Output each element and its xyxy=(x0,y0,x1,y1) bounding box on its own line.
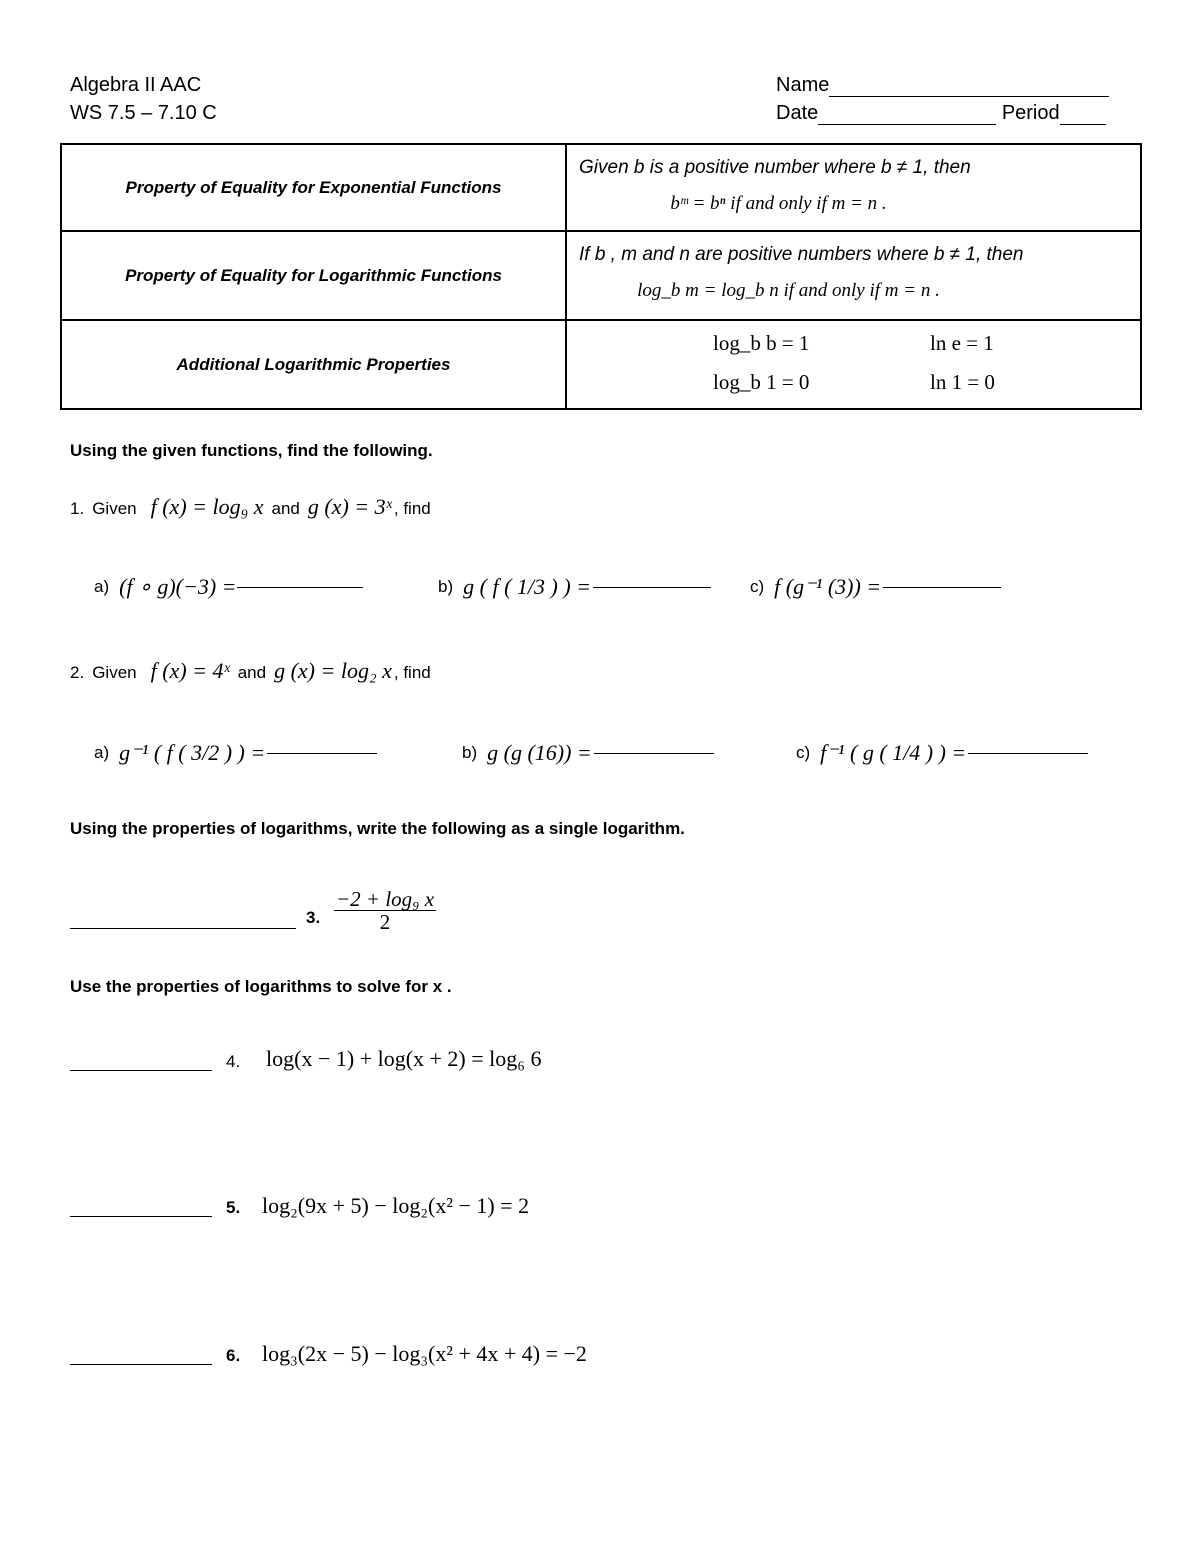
expression: f⁻¹ ( g ( 1/4 ) ) = xyxy=(820,740,967,765)
period-field[interactable] xyxy=(1060,104,1106,125)
given-label: Given xyxy=(92,663,137,682)
problem-number: 4. xyxy=(226,1052,241,1071)
denominator: 2 xyxy=(379,910,391,935)
answer-blank[interactable] xyxy=(594,753,714,754)
property-statement xyxy=(566,144,1141,231)
problem-2c xyxy=(796,740,1088,766)
section-heading: Use the properties of logarithms to solve for x . xyxy=(70,977,452,996)
expression: g ( f ( 1/3 ) ) = xyxy=(463,574,591,599)
course-title: Algebra II AAC xyxy=(70,74,202,96)
name-field[interactable] xyxy=(829,76,1109,97)
problem-1 xyxy=(70,494,431,520)
name-row xyxy=(776,74,1109,97)
expression: f (g⁻¹ (3)) = xyxy=(774,574,882,599)
function-f: f (x) = 4ˣ xyxy=(150,658,230,683)
problem-number: 3. xyxy=(306,908,321,927)
table-row xyxy=(61,231,1141,320)
given-label: Given xyxy=(92,499,137,518)
section-heading: Using the given functions, find the following. xyxy=(70,441,433,460)
answer-blank[interactable] xyxy=(237,587,363,588)
problem-1c xyxy=(750,574,1001,600)
equation: log(x − 1) + log(x + 2) = log₆ 6 xyxy=(266,1046,542,1071)
answer-blank[interactable] xyxy=(968,753,1088,754)
problem-number: 2. xyxy=(70,663,85,682)
section-heading: Using the properties of logarithms, write the following as a single logarithm. xyxy=(70,819,685,838)
property-statement xyxy=(566,231,1141,320)
function-g: g (x) = 3ˣ xyxy=(307,494,392,519)
answer-blank[interactable] xyxy=(883,587,1001,588)
ln-property: ln 1 = 0 xyxy=(930,369,995,394)
properties-table xyxy=(60,143,1142,410)
expression: (f ∘ g)(−3) = xyxy=(119,574,237,599)
and-label: and xyxy=(237,663,267,682)
problem-2 xyxy=(70,658,431,684)
statement-line: Given b is a positive number where b ≠ 1, then xyxy=(579,156,971,178)
problem-number: 6. xyxy=(226,1346,241,1365)
property-name: Additional Logarithmic Properties xyxy=(61,320,566,409)
find-label: , find xyxy=(393,663,431,682)
find-label: , find xyxy=(393,499,431,518)
log-property: log_b b = 1 xyxy=(713,330,810,355)
equation: log₂(9x + 5) − log₂(x² − 1) = 2 xyxy=(262,1193,530,1218)
date-field[interactable] xyxy=(818,104,996,125)
answer-blank[interactable] xyxy=(70,1052,212,1071)
part-label: a) xyxy=(94,577,110,596)
period-label: Period xyxy=(1001,102,1060,124)
part-label: c) xyxy=(750,577,765,596)
worksheet-title: WS 7.5 – 7.10 C xyxy=(70,102,217,124)
expression: g⁻¹ ( f ( 3/2 ) ) = xyxy=(119,740,266,765)
problem-number: 5. xyxy=(226,1198,241,1217)
property-name: Property of Equality for Logarithmic Functions xyxy=(61,231,566,320)
fraction xyxy=(334,888,436,933)
log-property: log_b 1 = 0 xyxy=(713,369,810,394)
answer-blank[interactable] xyxy=(70,1198,212,1217)
part-label: b) xyxy=(438,577,454,596)
name-label: Name xyxy=(776,74,830,96)
problem-2b xyxy=(462,740,714,766)
answer-blank[interactable] xyxy=(70,1346,212,1365)
part-label: a) xyxy=(94,743,110,762)
property-name: Property of Equality for Exponential Functions xyxy=(61,144,566,231)
problem-3-fraction xyxy=(334,888,436,933)
ln-property: ln e = 1 xyxy=(930,330,994,355)
table-row xyxy=(61,144,1141,231)
table-row xyxy=(61,320,1141,409)
date-row xyxy=(776,102,1106,125)
date-label: Date xyxy=(776,102,819,124)
numerator: −2 + log₉ x xyxy=(336,887,435,911)
function-f: f (x) = log₉ x xyxy=(150,494,264,519)
statement-line: bᵐ = bⁿ if and only if m = n . xyxy=(670,192,887,214)
equation: log₃(2x − 5) − log₃(x² + 4x + 4) = −2 xyxy=(262,1341,587,1366)
expression: g (g (16)) = xyxy=(487,740,592,765)
property-statement xyxy=(566,320,1141,409)
statement-line: log_b m = log_b n if and only if m = n . xyxy=(637,279,940,301)
answer-blank[interactable] xyxy=(267,753,377,754)
answer-blank[interactable] xyxy=(593,587,711,588)
problem-1a xyxy=(94,574,363,600)
function-g: g (x) = log₂ x xyxy=(274,658,392,683)
statement-line: If b , m and n are positive numbers where b ≠ 1, then xyxy=(579,243,1024,265)
problem-1b xyxy=(438,574,711,600)
and-label: and xyxy=(271,499,300,518)
problem-number: 1. xyxy=(70,499,85,518)
problem-2a xyxy=(94,740,377,766)
part-label: c) xyxy=(796,743,811,762)
answer-blank[interactable] xyxy=(70,910,296,929)
part-label: b) xyxy=(462,743,478,762)
